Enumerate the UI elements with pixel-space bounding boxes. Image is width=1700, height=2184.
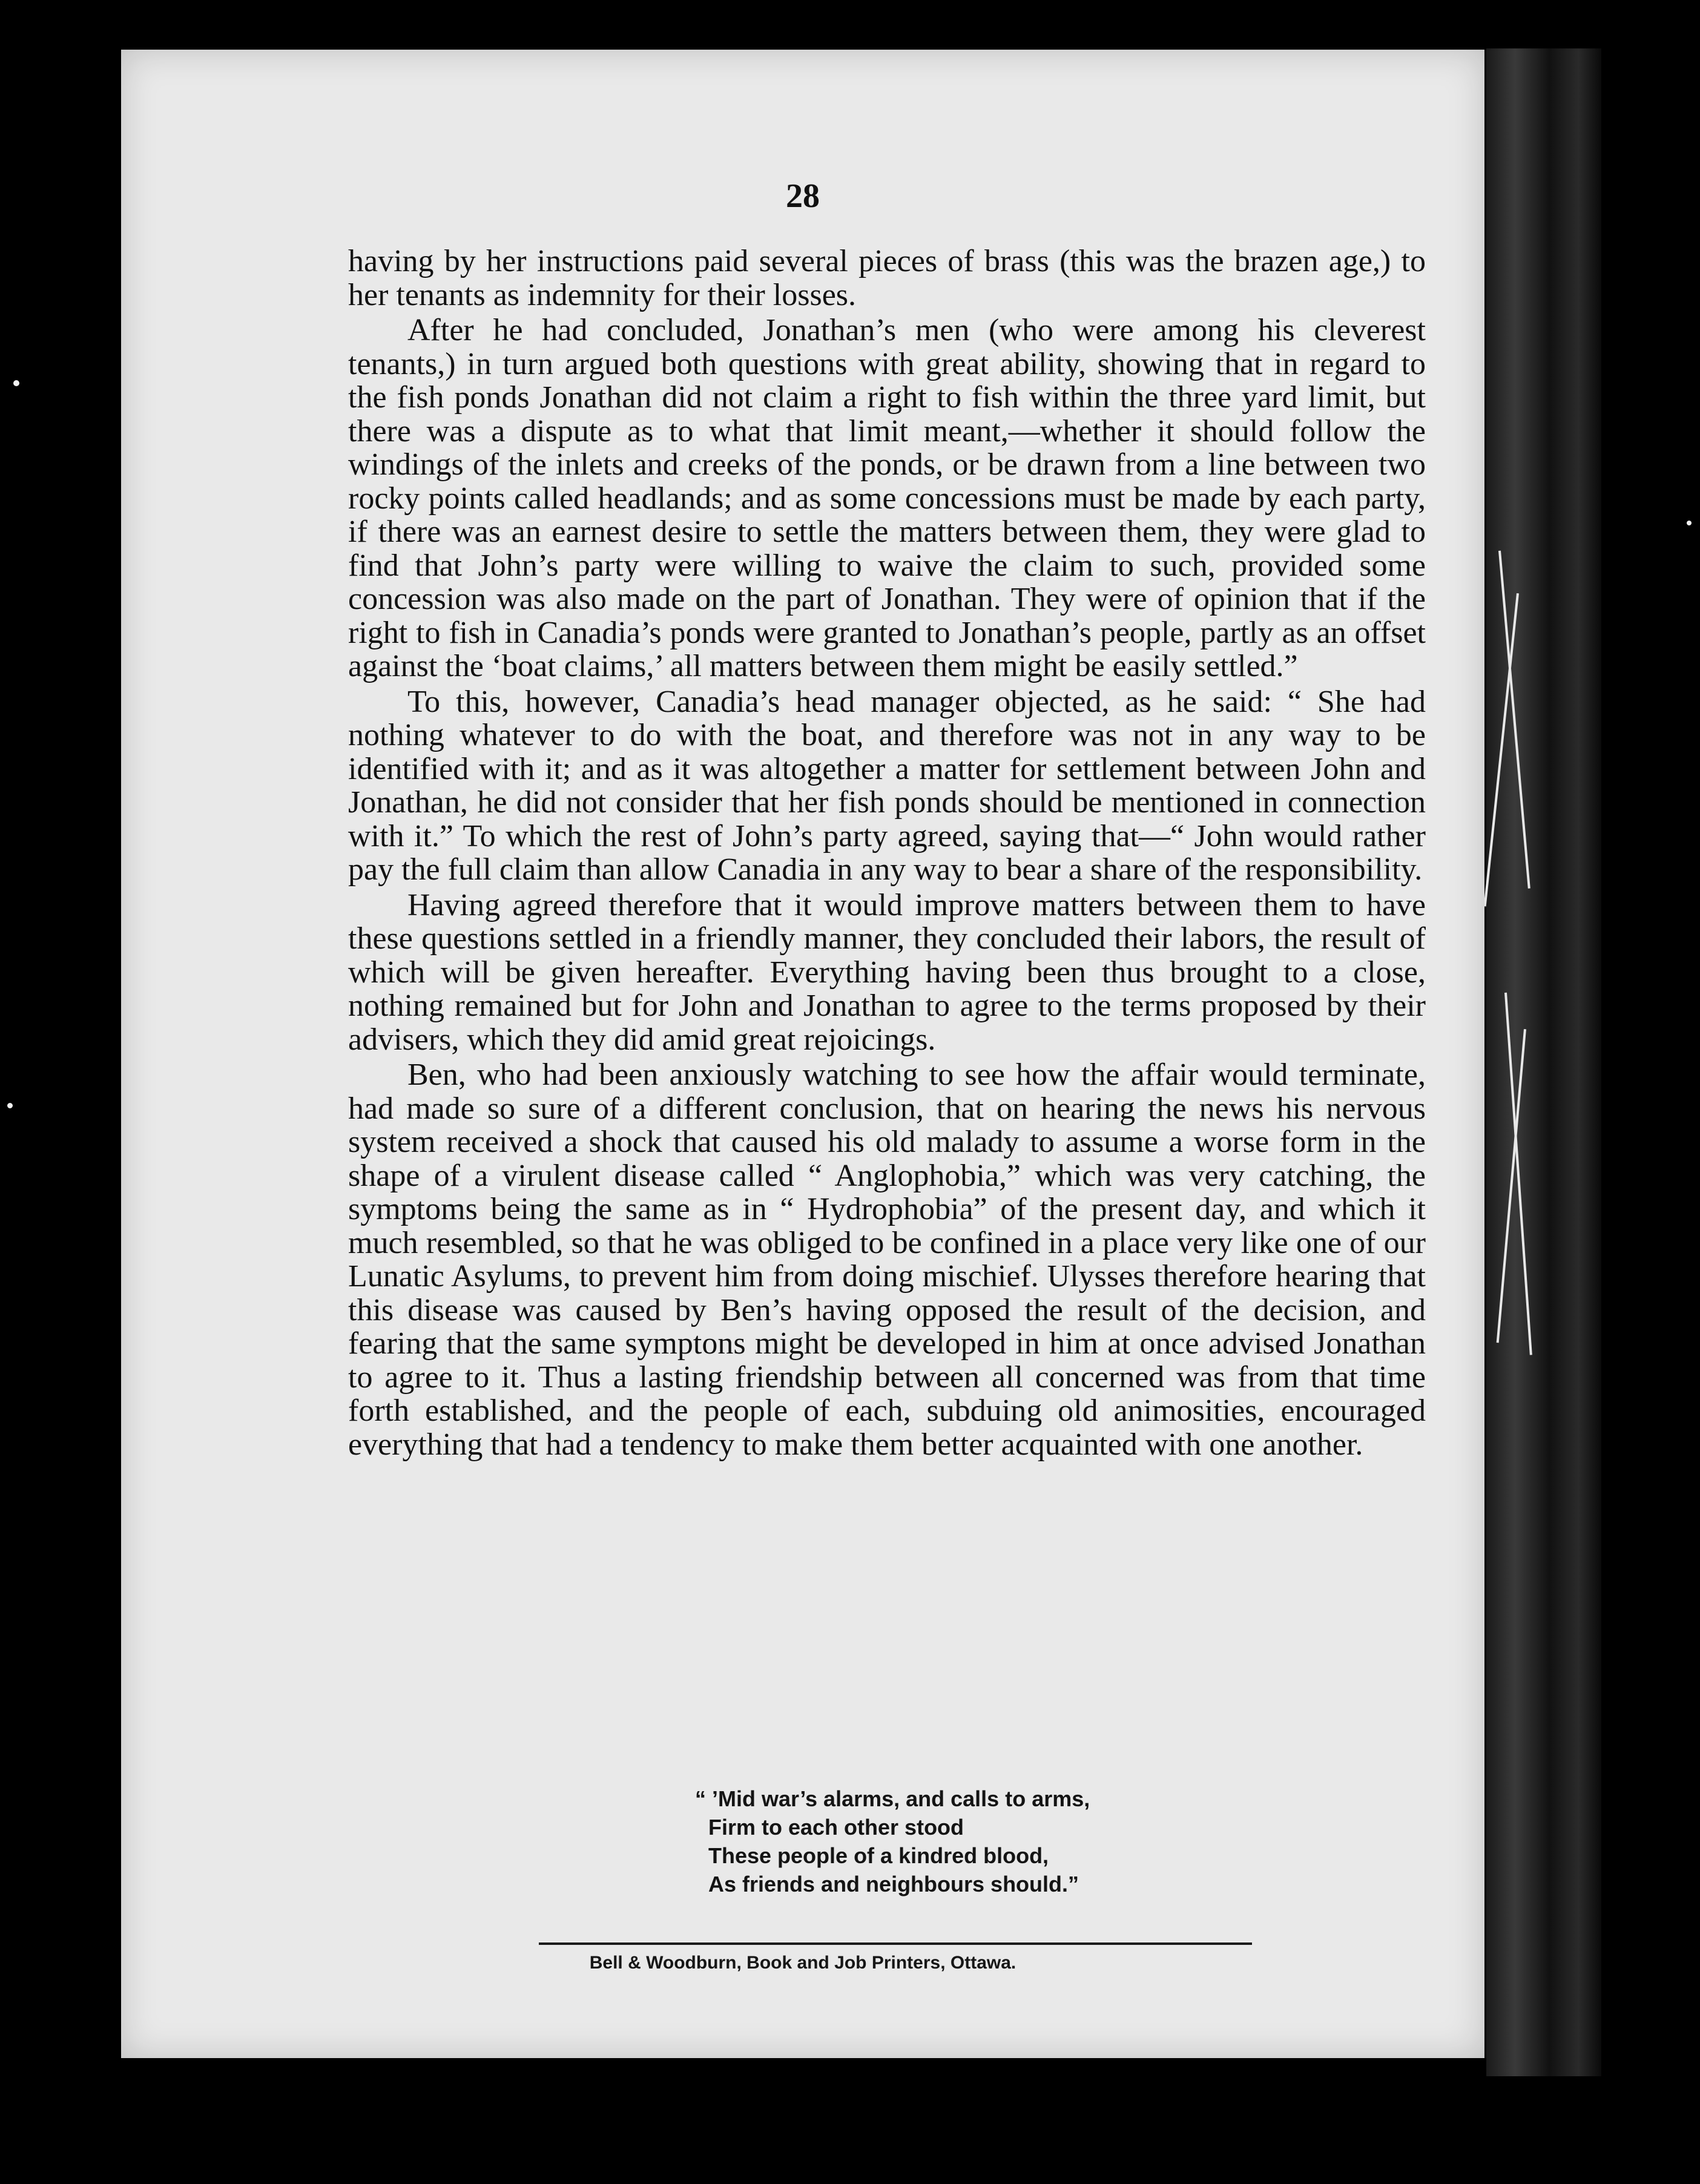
verse-line: Firm to each other stood	[708, 1815, 964, 1840]
binding-thread	[1504, 993, 1532, 1355]
verse-line: “ ’Mid war’s alarms, and calls to arms,	[695, 1786, 1090, 1811]
body-text	[348, 245, 1426, 1463]
paragraph: Ben, who had been anxiously watching to see how the affair would terminate, had made so sure of a different conclusion, that on hearing the news his nervous system received a shock that caused his old malady to assume a worse form in the shape of a virulent disease called “ Anglophobia,” which was very catching, the symptoms being the same as in “ Hydrophobia” of the present day, and which it much resembled, so that he was obliged to be confined in a place very like one of our Lunatic Asylums, to prevent him from doing mischief. Ulysses therefore hearing that this disease was caused by Ben’s having opposed the result of the decision, and fearing that the same symptons might be developed in him at once advised Jonathan to agree to it. Thus a lasting friendship between all concerned was from that time forth established, and the people of each, subduing old animosities, encouraged everything that had a tendency to make them better acquainted with one another.	[348, 1057, 1426, 1462]
paragraph: After he had concluded, Jonathan’s men (who were among his cleverest tenants,) in turn argued both questions with great ability, showing that in regard to the fish ponds Jonathan did not claim a right to fish within the three yard limit, but there was a dispute as to what that limit meant,—whether it should follow the windings of the inlets and creeks of the ponds, or be drawn from a line between two rocky points called headlands; and as some concessions must be made by each party, if there was an earnest desire to settle the matters between them, they were glad to find that John’s party were willing to waive the claim to such, provided some concession was also made on the part of Jonathan. They were of opinion that if the right to fish in Canadia’s ponds were granted to Jonathan’s people, partly as an offset against the ‘boat claims,’ all matters between them might be easily settled.”	[348, 313, 1426, 683]
scan-speck	[13, 380, 19, 386]
binding-thread	[1484, 593, 1519, 907]
book-page	[121, 50, 1484, 2058]
paragraph: To this, however, Canadia’s head manager objected, as he said: “ She had nothing whatever to do with the boat, and therefore was not in any way to be identified with it; and as it was altogether a matter for settlement between John and Jonathan, he did not consider that her fish ponds should be mentioned in connection with it.” To which the rest of John’s party agreed, saying that—“ John would rather pay the full claim than allow Canadia in any way to bear a share of the responsibility.	[348, 684, 1426, 887]
paragraph: having by her instructions paid several pieces of brass (this was the brazen age,) to her tenants as indemnity for their losses.	[348, 244, 1426, 312]
page-number: 28	[786, 177, 820, 215]
footer-rule	[539, 1942, 1252, 1945]
book-spine	[1486, 48, 1601, 2076]
scan-speck	[1687, 521, 1692, 525]
scan-speck	[7, 1103, 13, 1108]
verse-line: As friends and neighbours should.”	[708, 1872, 1079, 1896]
verse-line: These people of a kindred blood,	[708, 1843, 1049, 1868]
verse-quotation	[695, 1784, 1090, 1898]
printer-imprint: Bell & Woodburn, Book and Job Printers, Ottawa.	[589, 1953, 1016, 1973]
paragraph: Having agreed therefore that it would improve matters between them to have these questions settled in a friendly manner, they concluded their labors, the result of which will be given hereafter. Everything having been thus brought to a close, nothing remained but for John and Jonathan to agree to the terms proposed by their advisers, which they did amid great rejoicings.	[348, 887, 1426, 1057]
